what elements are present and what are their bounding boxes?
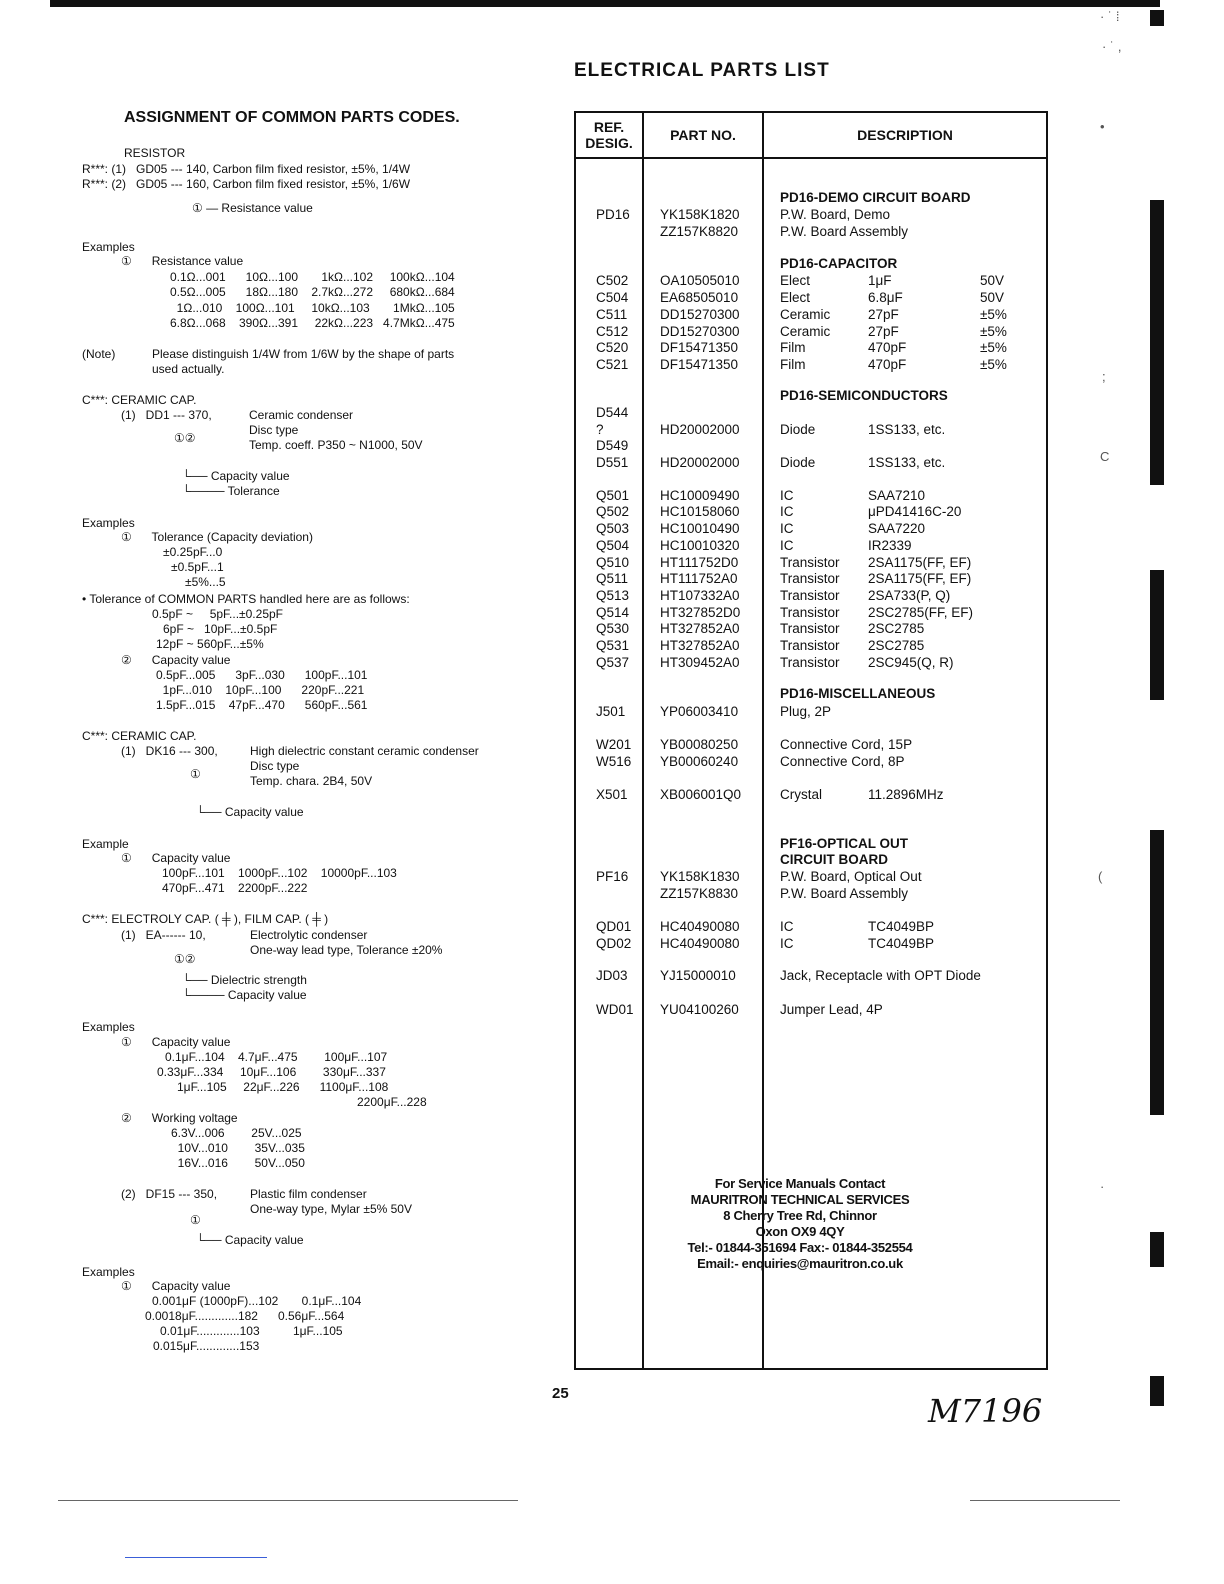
part-number: HT327852D0 — [660, 605, 741, 620]
table-row — [576, 306, 1046, 323]
description: Transistor — [780, 571, 840, 586]
description: Jack, Receptacle with OPT Diode — [780, 968, 981, 983]
part-number: EA68505010 — [660, 290, 739, 305]
part-number: HT309452A0 — [660, 655, 740, 670]
header-description: DESCRIPTION — [764, 113, 1046, 159]
value: 2SC2785(FF, EF) — [868, 605, 974, 620]
ref-desig: Q530 — [596, 621, 630, 636]
description: Jumper Lead, 4P — [780, 1002, 883, 1017]
code-text-line: 0.0018μF.............182 0.56μF...564 — [145, 1309, 345, 1323]
code-text-line: 6.8Ω...068 390Ω...391 22kΩ...223 4.7MkΩ...475 — [170, 316, 455, 330]
ref-desig: Q503 — [596, 521, 630, 536]
part-number: HD20002000 — [660, 455, 740, 470]
value: 2SA733(P, Q) — [868, 588, 951, 603]
value: TC4049BP — [868, 936, 935, 951]
code-text-line: └──── Capacity value — [182, 988, 307, 1002]
table-row — [576, 554, 1046, 571]
code-text-line: 16V...016 50V...050 — [171, 1156, 305, 1170]
rating: 50V — [980, 290, 1005, 305]
part-number: ZZ157K8830 — [660, 886, 739, 901]
description: P.W. Board, Demo — [780, 207, 891, 222]
code-text-line: Disc type — [250, 759, 300, 773]
code-text-line: Example — [82, 837, 129, 851]
part-number: HT327852A0 — [660, 638, 740, 653]
code-text-line: (1) DK16 --- 300, — [121, 744, 218, 758]
bottom-link-underline — [125, 1557, 267, 1558]
table-row — [576, 356, 1046, 373]
part-number: YP06003410 — [660, 704, 739, 719]
code-text-line: RESISTOR — [124, 146, 186, 160]
code-text-line: 6pF ~ 10pF...±0.5pF — [163, 622, 278, 636]
contact-line: MAURITRON TECHNICAL SERVICES — [690, 1192, 910, 1207]
part-number: HT107332A0 — [660, 588, 740, 603]
code-text-line: Examples — [82, 516, 135, 530]
part-number: DD15270300 — [660, 324, 740, 339]
ref-desig: C511 — [596, 307, 628, 322]
ref-desig: D544 — [596, 405, 629, 420]
ref-desig: D549 — [596, 438, 629, 453]
description: Elect — [780, 273, 811, 288]
code-text-line: ② Capacity value — [121, 653, 231, 667]
code-text-line: 0.1Ω...001 10Ω...100 1kΩ...102 100kΩ...104 — [170, 270, 455, 284]
table-row — [576, 703, 1046, 720]
code-text-line: Ceramic condenser — [249, 408, 354, 422]
part-number: HC10009490 — [660, 488, 740, 503]
code-text-line: ① — [190, 767, 201, 781]
section-heading: PD16-SEMICONDUCTORS — [780, 388, 948, 403]
code-text-line: 10V...010 35V...035 — [171, 1141, 305, 1155]
part-number: YK158K1820 — [660, 207, 740, 222]
code-text-line: • Tolerance of COMMON PARTS handled here are as follows: — [82, 592, 410, 606]
code-text-line: 0.001μF (1000pF)...102 0.1μF...104 — [152, 1294, 362, 1308]
code-text-line: └── Capacity value — [196, 1233, 304, 1247]
code-text-line: Examples — [82, 1020, 135, 1034]
code-text-line: └── Capacity value — [196, 805, 304, 819]
description: P.W. Board Assembly — [780, 224, 909, 239]
code-text-line: 6.3V...006 25V...025 — [171, 1126, 302, 1140]
code-text-line: ① Tolerance (Capacity deviation) — [121, 530, 313, 544]
code-text-line: ② Working voltage — [121, 1111, 238, 1125]
part-number: YJ15000010 — [660, 968, 736, 983]
code-text-line: 12pF ~ 560pF...±5% — [156, 637, 264, 651]
description: Crystal — [780, 787, 823, 802]
description: Plug, 2P — [780, 704, 832, 719]
table-row — [576, 223, 1046, 240]
ref-desig: W201 — [596, 737, 632, 752]
value: μPD41416C-20 — [868, 504, 962, 519]
description: Transistor — [780, 638, 840, 653]
part-number: DD15270300 — [660, 307, 740, 322]
scanned-edge-marks: · ˙ ⁞ · ˙ , • ; C ( · — [1160, 0, 1224, 1584]
code-text-line: 100pF...101 1000pF...102 10000pF...103 — [162, 866, 397, 880]
code-text-line: ①② — [174, 431, 196, 445]
description: Ceramic — [780, 324, 831, 339]
table-row — [576, 620, 1046, 637]
table-row — [576, 935, 1046, 952]
ref-desig: C512 — [596, 324, 629, 339]
description: Transistor — [780, 555, 840, 570]
table-row — [576, 437, 1046, 454]
rating: ±5% — [980, 357, 1007, 372]
description: IC — [780, 504, 794, 519]
rating: ±5% — [980, 307, 1007, 322]
ref-desig: J501 — [596, 704, 626, 719]
table-row — [576, 272, 1046, 289]
part-number: ZZ157K8820 — [660, 224, 739, 239]
contact-line: 8 Cherry Tree Rd, Chinnor — [723, 1208, 877, 1223]
description: Film — [780, 340, 806, 355]
table-row — [576, 967, 1046, 984]
code-text-line: ±5%...5 — [185, 575, 226, 589]
rating: ±5% — [980, 340, 1007, 355]
table-row — [576, 736, 1046, 753]
rating: ±5% — [980, 324, 1007, 339]
assignment-title: ASSIGNMENT OF COMMON PARTS CODES. — [124, 109, 460, 126]
description: P.W. Board, Optical Out — [780, 869, 922, 884]
section-heading: PD16-MISCELLANEOUS — [780, 686, 936, 701]
header-ref-desig: REF. DESIG. — [576, 113, 642, 159]
value: 470pF — [868, 357, 907, 372]
value: 2SA1175(FF, EF) — [868, 571, 972, 586]
description: Transistor — [780, 605, 840, 620]
page-number: 25 — [552, 1385, 569, 1402]
ref-desig: Q511 — [596, 571, 629, 586]
table-row — [576, 289, 1046, 306]
part-number: HC10158060 — [660, 504, 740, 519]
part-number: HC40490080 — [660, 919, 740, 934]
table-row — [576, 323, 1046, 340]
code-text-line: (1) DD1 --- 370, — [121, 408, 212, 422]
part-number: YB00080250 — [660, 737, 739, 752]
ref-desig: QD01 — [596, 919, 632, 934]
ref-desig: Q502 — [596, 504, 630, 519]
ref-desig: Q514 — [596, 605, 630, 620]
common-parts-codes-section — [0, 0, 560, 1584]
value: 2SA1175(FF, EF) — [868, 555, 972, 570]
value: SAA7210 — [868, 488, 926, 503]
table-row — [576, 421, 1046, 438]
table-row — [576, 454, 1046, 471]
section-heading: CIRCUIT BOARD — [780, 852, 888, 867]
header-part-no: PART NO. — [644, 113, 762, 159]
ref-desig: Q531 — [596, 638, 630, 653]
value: 27pF — [868, 307, 899, 322]
part-number: OA10505010 — [660, 273, 740, 288]
code-text-line: 0.1μF...104 4.7μF...475 100μF...107 — [165, 1050, 388, 1064]
table-row — [576, 206, 1046, 223]
part-number: DF15471350 — [660, 340, 739, 355]
description: IC — [780, 919, 794, 934]
table-row — [576, 885, 1046, 902]
code-text-line: 1μF...105 22μF...226 1100μF...108 — [177, 1080, 389, 1094]
ref-desig: QD02 — [596, 936, 632, 951]
table-row — [576, 339, 1046, 356]
code-text-line: C***: CERAMIC CAP. — [82, 393, 197, 407]
code-text-line: C***: ELECTROLY CAP. ( ╪ ), FILM CAP. ( ╪ ) — [82, 912, 329, 926]
ref-desig: PD16 — [596, 207, 630, 222]
code-text-line: └──── Tolerance — [182, 484, 280, 498]
ref-desig: X501 — [596, 787, 628, 802]
value: 11.2896MHz — [868, 787, 944, 802]
table-row — [576, 637, 1046, 654]
handwritten-note: M7196 — [928, 1392, 1043, 1430]
table-row — [576, 537, 1046, 554]
table-row — [576, 503, 1046, 520]
contact-line: Email:- enquiries@mauritron.co.uk — [697, 1256, 903, 1271]
ref-desig: Q501 — [596, 488, 630, 503]
code-text-line: 1pF...010 10pF...100 220pF...221 — [156, 683, 365, 697]
code-text-line: 0.33μF...334 10μF...106 330μF...337 — [157, 1065, 386, 1079]
code-text-line: One-way lead type, Tolerance ±20% — [250, 943, 443, 957]
contact-line: Tel:- 01844-351694 Fax:- 01844-352554 — [687, 1240, 913, 1255]
table-row — [576, 918, 1046, 935]
part-number: HD20002000 — [660, 422, 740, 437]
part-number: HT111752D0 — [660, 555, 739, 570]
part-number: XB006001Q0 — [660, 787, 742, 802]
contact-line: For Service Manuals Contact — [714, 1176, 886, 1191]
code-text-line: Temp. chara. 2B4, 50V — [250, 774, 373, 788]
table-row — [576, 753, 1046, 770]
ref-desig: Q510 — [596, 555, 630, 570]
value: 2SC2785 — [868, 638, 925, 653]
part-number: YU04100260 — [660, 1002, 739, 1017]
code-text-line: ① Resistance value — [121, 254, 244, 268]
value: SAA7220 — [868, 521, 926, 536]
ref-desig: PF16 — [596, 869, 629, 884]
code-text-line: 0.01μF.............103 1μF...105 — [160, 1324, 343, 1338]
code-text-line: 470pF...471 2200pF...222 — [162, 881, 308, 895]
value: 27pF — [868, 324, 899, 339]
part-number: HT111752A0 — [660, 571, 738, 586]
ref-desig: C521 — [596, 357, 629, 372]
value: 6.8μF — [868, 290, 903, 305]
ref-desig: ? — [596, 422, 604, 437]
value: 2SC2785 — [868, 621, 925, 636]
contact-line: Oxon OX9 4QY — [755, 1224, 845, 1239]
code-text-line: Please distinguish 1/4W from 1/6W by the shape of parts — [152, 347, 455, 361]
table-row — [576, 404, 1046, 421]
code-text-line: Plastic film condenser — [250, 1187, 367, 1201]
code-text-line: Disc type — [249, 423, 299, 437]
code-text-line: (1) EA------ 10, — [121, 928, 206, 942]
service-contact — [680, 1176, 920, 1272]
section-heading: PD16-DEMO CIRCUIT BOARD — [780, 190, 971, 205]
code-text-line: 0.5pF...005 3pF...030 100pF...101 — [156, 668, 368, 682]
code-text-line: (Note) — [82, 347, 116, 361]
table-row — [576, 654, 1046, 671]
section-heading: PF16-OPTICAL OUT — [780, 836, 909, 851]
description: Ceramic — [780, 307, 831, 322]
code-text-line: ①② — [174, 952, 196, 966]
rating: 50V — [980, 273, 1005, 288]
code-text-line: R***: (1) GD05 --- 140, Carbon film fixed resistor, ±5%, 1/4W — [82, 162, 411, 176]
code-text-line: Examples — [82, 240, 135, 254]
part-number: HC10010490 — [660, 521, 740, 536]
description: Film — [780, 357, 806, 372]
table-row — [576, 604, 1046, 621]
description: IC — [780, 538, 794, 553]
code-text-line: (2) DF15 --- 350, — [121, 1187, 218, 1201]
part-number: HC10010320 — [660, 538, 740, 553]
code-text-line: ±0.25pF...0 — [163, 545, 223, 559]
ref-desig: Q504 — [596, 538, 630, 553]
code-text-line: └── Dielectric strength — [182, 973, 307, 987]
part-number: DF15471350 — [660, 357, 739, 372]
table-row — [576, 1001, 1046, 1018]
part-number: HC40490080 — [660, 936, 740, 951]
value: 1SS133, etc. — [868, 422, 946, 437]
code-text-line: ① — [190, 1213, 201, 1227]
code-text-line: High dielectric constant ceramic condenser — [250, 744, 479, 758]
ref-desig: WD01 — [596, 1002, 634, 1017]
bottom-rule — [970, 1500, 1120, 1501]
part-number: YK158K1830 — [660, 869, 740, 884]
bottom-rule — [58, 1500, 518, 1501]
table-row — [576, 570, 1046, 587]
value: 2SC945(Q, R) — [868, 655, 954, 670]
description: Transistor — [780, 621, 840, 636]
ref-desig: C520 — [596, 340, 629, 355]
code-text-line: └── Capacity value — [182, 469, 290, 483]
code-text-line: ① Capacity value — [121, 1279, 231, 1293]
description: IC — [780, 521, 794, 536]
value: IR2339 — [868, 538, 912, 553]
ref-desig: Q537 — [596, 655, 630, 670]
table-row — [576, 587, 1046, 604]
ref-desig: C502 — [596, 273, 629, 288]
ref-desig: JD03 — [596, 968, 628, 983]
description: P.W. Board Assembly — [780, 886, 909, 901]
code-text-line: 1.5pF...015 47pF...470 560pF...561 — [156, 698, 368, 712]
value: 1μF — [868, 273, 892, 288]
description: Connective Cord, 15P — [780, 737, 913, 752]
value: TC4049BP — [868, 919, 935, 934]
ref-desig: D551 — [596, 455, 629, 470]
description: Diode — [780, 422, 816, 437]
code-text-line: Electrolytic condenser — [250, 928, 368, 942]
code-text-line: ±0.5pF...1 — [171, 560, 224, 574]
description: Connective Cord, 8P — [780, 754, 905, 769]
page-title: ELECTRICAL PARTS LIST — [574, 60, 830, 81]
description: IC — [780, 488, 794, 503]
code-text-line: 0.5Ω...005 18Ω...180 2.7kΩ...272 680kΩ...684 — [170, 285, 455, 299]
table-row — [576, 868, 1046, 885]
code-text-line: ① Capacity value — [121, 851, 231, 865]
code-text-line: C***: CERAMIC CAP. — [82, 729, 197, 743]
code-text-line: 2200μF...228 — [357, 1095, 427, 1109]
code-text-line: ① Capacity value — [121, 1035, 231, 1049]
table-row — [576, 786, 1046, 803]
description: Transistor — [780, 655, 840, 670]
ref-desig: C504 — [596, 290, 629, 305]
ref-desig: Q513 — [596, 588, 630, 603]
value: 1SS133, etc. — [868, 455, 946, 470]
code-text-line: 1Ω...010 100Ω...101 10kΩ...103 1MkΩ...105 — [170, 301, 455, 315]
ref-desig: W516 — [596, 754, 632, 769]
description: IC — [780, 936, 794, 951]
description: Diode — [780, 455, 816, 470]
code-text-line: One-way type, Mylar ±5% 50V — [250, 1202, 412, 1216]
code-text-line: 0.015μF.............153 — [153, 1339, 260, 1353]
code-text-line: ① — Resistance value — [192, 201, 313, 215]
value: 470pF — [868, 340, 907, 355]
code-text-line: 0.5pF ~ 5pF...±0.25pF — [152, 607, 283, 621]
table-row — [576, 487, 1046, 504]
code-text-line: Examples — [82, 1265, 135, 1279]
code-text-line: used actually. — [152, 362, 225, 376]
part-number: HT327852A0 — [660, 621, 740, 636]
code-text-line: R***: (2) GD05 --- 160, Carbon film fixed resistor, ±5%, 1/6W — [82, 177, 411, 191]
description: Transistor — [780, 588, 840, 603]
section-heading: PD16-CAPACITOR — [780, 256, 898, 271]
code-text-line: Temp. coeff. P350 ~ N1000, 50V — [249, 438, 423, 452]
description: Elect — [780, 290, 811, 305]
table-row — [576, 520, 1046, 537]
part-number: YB00060240 — [660, 754, 739, 769]
